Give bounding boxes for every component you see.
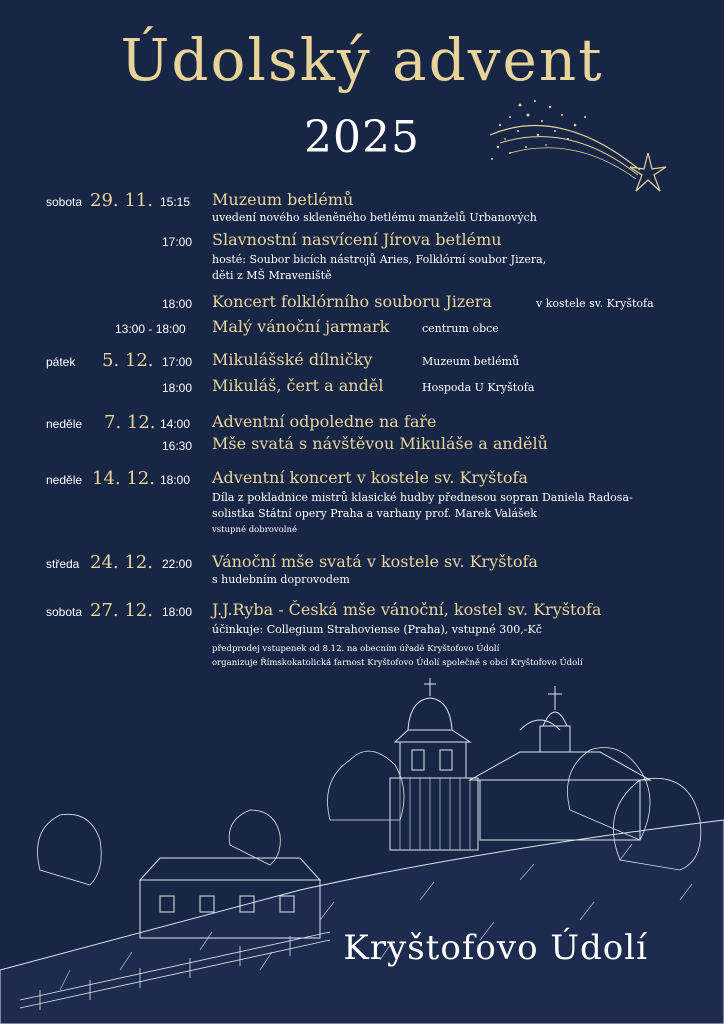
event-date: 29. 11. <box>90 190 153 211</box>
event-time: 18:00 <box>162 381 193 395</box>
poster-year: 2025 <box>304 112 420 163</box>
event-note: předprodej vstupenek od 8.12. na obecním úřadě Kryštofovo Údolí <box>212 644 500 654</box>
event-description: hosté: Soubor bicích nástrojů Aries, Folklórní soubor Jizera, <box>212 253 547 266</box>
event-time: 18:00 <box>162 605 193 619</box>
event-title: Vánoční mše svatá v kostele sv. Kryštofa <box>212 552 538 571</box>
event-date: 27. 12. <box>90 600 153 621</box>
event-time: 17:00 <box>162 355 193 369</box>
event-description: s hudebním doprovodem <box>212 573 350 586</box>
event-location: centrum obce <box>422 322 499 335</box>
event-day: sobota <box>46 195 83 209</box>
event-title: Mše svatá s návštěvou Mikuláše a andělů <box>212 434 548 453</box>
event-day: sobota <box>46 605 83 619</box>
event-time: 14:00 <box>160 417 191 431</box>
event-time: 22:00 <box>162 557 193 571</box>
event-title: Mikulášské dílničky <box>212 350 373 369</box>
event-description: účinkuje: Collegium Strahoviense (Praha), vstupné 300,-Kč <box>212 623 542 636</box>
event-time: 15:15 <box>160 195 191 209</box>
event-title: Mikuláš, čert a anděl <box>212 376 384 395</box>
event-title: Koncert folklórního souboru Jizera <box>212 292 492 311</box>
event-date: 24. 12. <box>90 552 153 573</box>
event-time: 18:00 <box>160 473 191 487</box>
church-landscape-illustration <box>0 670 724 1024</box>
event-time: 13:00 - 18:00 <box>115 322 186 336</box>
event-title: Slavnostní nasvícení Jírova betlému <box>212 230 502 249</box>
event-time: 18:00 <box>162 297 193 311</box>
event-title: Adventní odpoledne na faře <box>212 412 437 431</box>
shooting-star-icon <box>480 95 680 205</box>
event-title: Muzeum betlémů <box>212 190 354 209</box>
event-time: 17:00 <box>162 235 193 249</box>
event-day: neděle <box>46 417 83 431</box>
village-name: Kryštofovo Údolí <box>343 928 648 968</box>
event-description: uvedení nového skleněného betlému manželů Urbanových <box>212 211 537 224</box>
event-location: Hospoda U Kryštofa <box>422 381 535 394</box>
event-title: Malý vánoční jarmark <box>212 317 390 336</box>
event-title: Adventní koncert v kostele sv. Kryštofa <box>212 468 528 487</box>
event-title: J.J.Ryba - Česká mše vánoční, kostel sv. Kryštofa <box>212 600 602 619</box>
event-date: 5. 12. <box>102 350 154 371</box>
poster-title: Údolský advent <box>120 26 604 94</box>
event-description: solistka Státní opery Praha a varhany prof. Marek Valášek <box>212 507 537 520</box>
event-date: 7. 12. <box>104 412 156 433</box>
event-date: 14. 12. <box>92 468 155 489</box>
event-day: středa <box>46 557 80 571</box>
event-location: v kostele sv. Kryštofa <box>536 297 654 310</box>
event-note: vstupné dobrovolné <box>212 525 298 535</box>
event-day: pátek <box>46 355 76 369</box>
event-time: 16:30 <box>162 439 193 453</box>
event-day: neděle <box>46 473 83 487</box>
event-description: Díla z pokladnice mistrů klasické hudby přednesou sopran Daniela Radosa- <box>212 491 633 504</box>
event-description: děti z MŠ Mraveniště <box>212 269 332 282</box>
event-note: organizuje Římskokatolická farnost Kryštofovo Údolí společně s obcí Kryštofovo Údolí <box>212 658 583 668</box>
event-location: Muzeum betlémů <box>422 355 520 368</box>
